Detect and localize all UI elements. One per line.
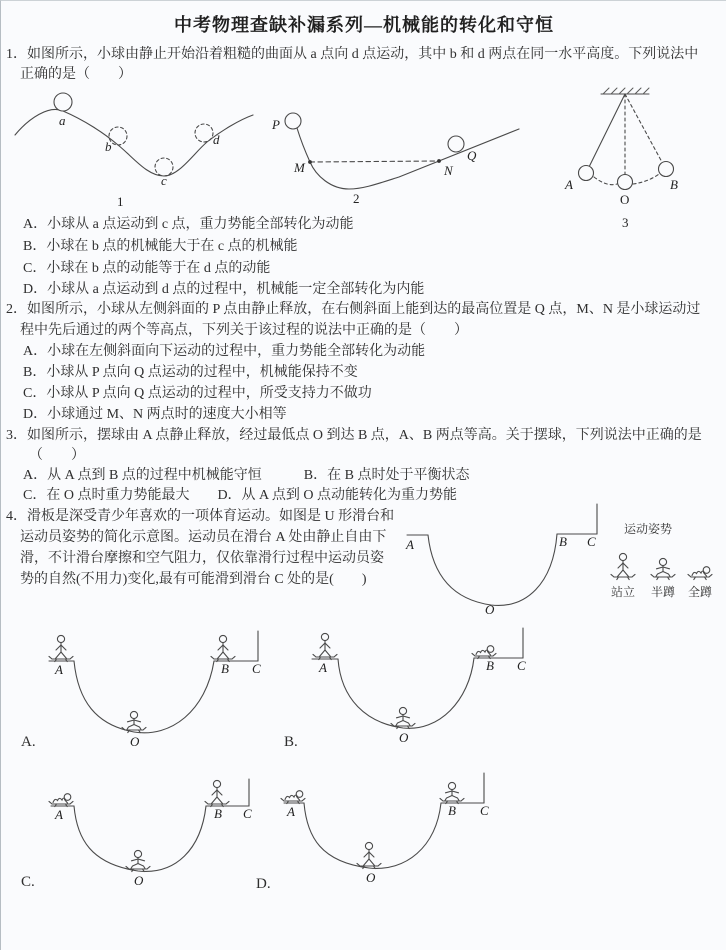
optC-label-c: C xyxy=(243,806,252,821)
figure3-pendulum-diagram xyxy=(551,85,713,237)
q3-options-cd: C．在 O 点时重力势能最大 D．从 A 点到 O 点动能转化为重力势能 xyxy=(23,488,458,503)
optD-figure-half-at-b xyxy=(440,782,464,803)
q4-text-line2: 运动员姿势的简化示意图。运动员在滑台 A 处由静止自由下 xyxy=(20,530,387,545)
fig1-label-c: c xyxy=(161,173,167,188)
option-b-letter: B. xyxy=(284,734,298,750)
q4-main-ramp-diagram xyxy=(401,499,726,617)
fig1-label-b: b xyxy=(105,139,112,154)
q4-text-line1: 4．滑板是深受青少年喜欢的一项体育运动。如图是 U 形滑台和 xyxy=(6,509,395,524)
optC-figure-standing-at-b xyxy=(205,780,229,806)
optB-label-o: O xyxy=(399,730,409,745)
fig2-curve xyxy=(297,128,519,189)
q4-option-b-diagram xyxy=(281,613,543,749)
legend-label-full: 全蹲 xyxy=(687,585,713,599)
fig3-caption: 3 xyxy=(622,215,629,230)
fig1-ball-b-ghost xyxy=(109,127,127,145)
q4-option-d-diagram xyxy=(256,769,503,903)
posture-legend-title: 运动姿势 xyxy=(623,522,673,536)
fig2-label-q: Q xyxy=(467,148,477,163)
q2-option-d: D．小球通过 M、N 两点时的速度大小相等 xyxy=(23,407,287,422)
optD-figure-standing-at-o xyxy=(357,842,381,868)
page-title: 中考物理查缺补漏系列—机械能的转化和守恒 xyxy=(174,15,554,35)
optD-label-b: B xyxy=(448,803,456,818)
optD-figure-full-at-a xyxy=(281,791,305,804)
optB-figure-half-at-o xyxy=(391,707,415,728)
q1-text-line1: 1．如图所示，小球由静止开始沿着粗糙的曲面从 a 点向 d 点运动，其中 b 和 d 两点在同一水平高度。下列说法中 xyxy=(6,47,699,62)
optB-figure-full-at-b xyxy=(472,646,496,659)
fig3-label-b: B xyxy=(670,177,678,192)
q4-option-a-diagram xyxy=(21,613,273,749)
fig2-point-n-dot xyxy=(437,159,441,163)
fig1-label-d: d xyxy=(213,132,220,147)
optA-figure-standing-at-a xyxy=(49,635,73,661)
optA-label-b: B xyxy=(221,661,229,676)
q4main-label-b: B xyxy=(559,534,567,549)
fig3-arc-o-b xyxy=(633,174,659,184)
q4main-u-curve xyxy=(428,534,557,605)
fig3-rod-to-a xyxy=(589,94,625,167)
fig3-ceiling-hatch xyxy=(603,88,649,94)
optB-label-b: B xyxy=(486,658,494,673)
fig3-label-o: O xyxy=(620,192,630,207)
legend-half-squat-figure xyxy=(651,558,675,579)
q2-option-c: C．小球从 P 点向 Q 点运动的过程中，所受支持力不做功 xyxy=(23,386,372,401)
optC-figure-half-at-o xyxy=(126,850,150,871)
posture-legend-figures xyxy=(611,553,712,579)
figure1-curve-diagram xyxy=(9,93,269,215)
fig3-ball-a xyxy=(579,166,594,181)
q4main-label-o: O xyxy=(485,602,495,617)
fig2-label-p: P xyxy=(272,117,280,132)
q1-option-d: D．小球从 a 点运动到 d 点的过程中，机械能一定全部转化为内能 xyxy=(23,282,425,297)
fig1-caption: 1 xyxy=(117,194,124,209)
optC-label-a: A xyxy=(55,807,63,822)
fig2-label-n: N xyxy=(444,163,453,178)
fig1-label-a: a xyxy=(59,113,66,128)
fig3-arc-a-o xyxy=(594,177,617,185)
q3-text-line1: 3．如图所示，摆球由 A 点静止释放，经过最低点 O 到达 B 点，A、B 两点等高。关于摆球，下列说法中正确的是 xyxy=(6,428,702,443)
q4main-label-a: A xyxy=(406,537,414,552)
q4-option-c-diagram xyxy=(21,773,268,903)
optA-figure-standing-at-b xyxy=(211,635,235,661)
q4-text-line3: 滑，不计滑台摩擦和空气阻力，仅依靠滑行过程中运动员姿 xyxy=(20,551,384,566)
q2-option-a: A．小球在左侧斜面向下运动的过程中，重力势能全部转化为动能 xyxy=(23,344,426,359)
optA-label-a: A xyxy=(55,662,63,677)
fig3-label-a: A xyxy=(565,177,573,192)
q2-option-b: B．小球从 P 点向 Q 点运动的过程中，机械能保持不变 xyxy=(23,365,358,380)
option-d-letter: D. xyxy=(256,876,271,892)
optD-label-a: A xyxy=(287,804,295,819)
q4main-label-c: C xyxy=(587,534,596,549)
fig2-mn-dashed-line xyxy=(310,161,439,162)
optA-figure-half-at-o xyxy=(122,711,146,732)
fig3-ball-b xyxy=(659,162,674,177)
fig2-point-m-dot xyxy=(308,160,312,164)
q1-text-line2: 正确的是（ ） xyxy=(20,67,132,82)
fig2-ball-q xyxy=(448,136,464,152)
legend-label-half: 半蹲 xyxy=(650,585,676,599)
fig2-label-m: M xyxy=(294,160,305,175)
q1-option-a: A．小球从 a 点运动到 c 点，重力势能全部转化为动能 xyxy=(23,217,354,232)
q4-text-line4: 势的自然(不用力)变化,最有可能滑到滑台 C 处的是( ) xyxy=(20,572,367,587)
fig3-ball-o xyxy=(618,175,633,190)
fig2-caption: 2 xyxy=(353,191,360,206)
fig1-ball-a xyxy=(54,93,72,111)
optD-label-o: O xyxy=(366,870,376,885)
fig3-rod-to-b-dashed xyxy=(625,94,663,164)
optA-label-c: C xyxy=(252,661,261,676)
legend-standing-figure xyxy=(611,553,635,579)
optB-label-a: A xyxy=(319,660,327,675)
optC-label-o: O xyxy=(134,873,144,888)
fig1-ball-d-ghost xyxy=(195,124,213,142)
q2-text-line1: 2．如图所示，小球从左侧斜面的 P 点由静止释放，在右侧斜面上能到达的最高位置是 Q 点，M、N 是小球运动过 xyxy=(6,302,701,317)
q2-text-line2: 程中先后通过的两个等高点，下列关于该过程的说法中正确的是（ ） xyxy=(20,323,468,338)
optC-figure-full-at-a xyxy=(49,794,73,807)
optB-figure-standing-at-a xyxy=(313,633,337,659)
q3-text-line2: （ ） xyxy=(29,448,85,463)
q3-options-ab: A．从 A 点到 B 点的过程中机械能守恒 B．在 B 点时处于平衡状态 xyxy=(23,468,470,483)
option-a-letter: A. xyxy=(21,734,36,750)
q1-option-b: B．小球在 b 点的机械能大于在 c 点的机械能 xyxy=(23,239,298,254)
figure2-valley-diagram xyxy=(263,96,535,210)
q1-option-c: C．小球在 b 点的动能等于在 d 点的动能 xyxy=(23,261,271,276)
optC-label-b: B xyxy=(214,806,222,821)
optD-label-c: C xyxy=(480,803,489,818)
optA-label-o: O xyxy=(130,734,140,749)
legend-full-squat-figure xyxy=(688,567,712,580)
legend-label-stand: 站立 xyxy=(610,585,636,599)
fig2-ball-p xyxy=(285,113,301,129)
option-c-letter: C. xyxy=(21,874,35,890)
optB-label-c: C xyxy=(517,658,526,673)
